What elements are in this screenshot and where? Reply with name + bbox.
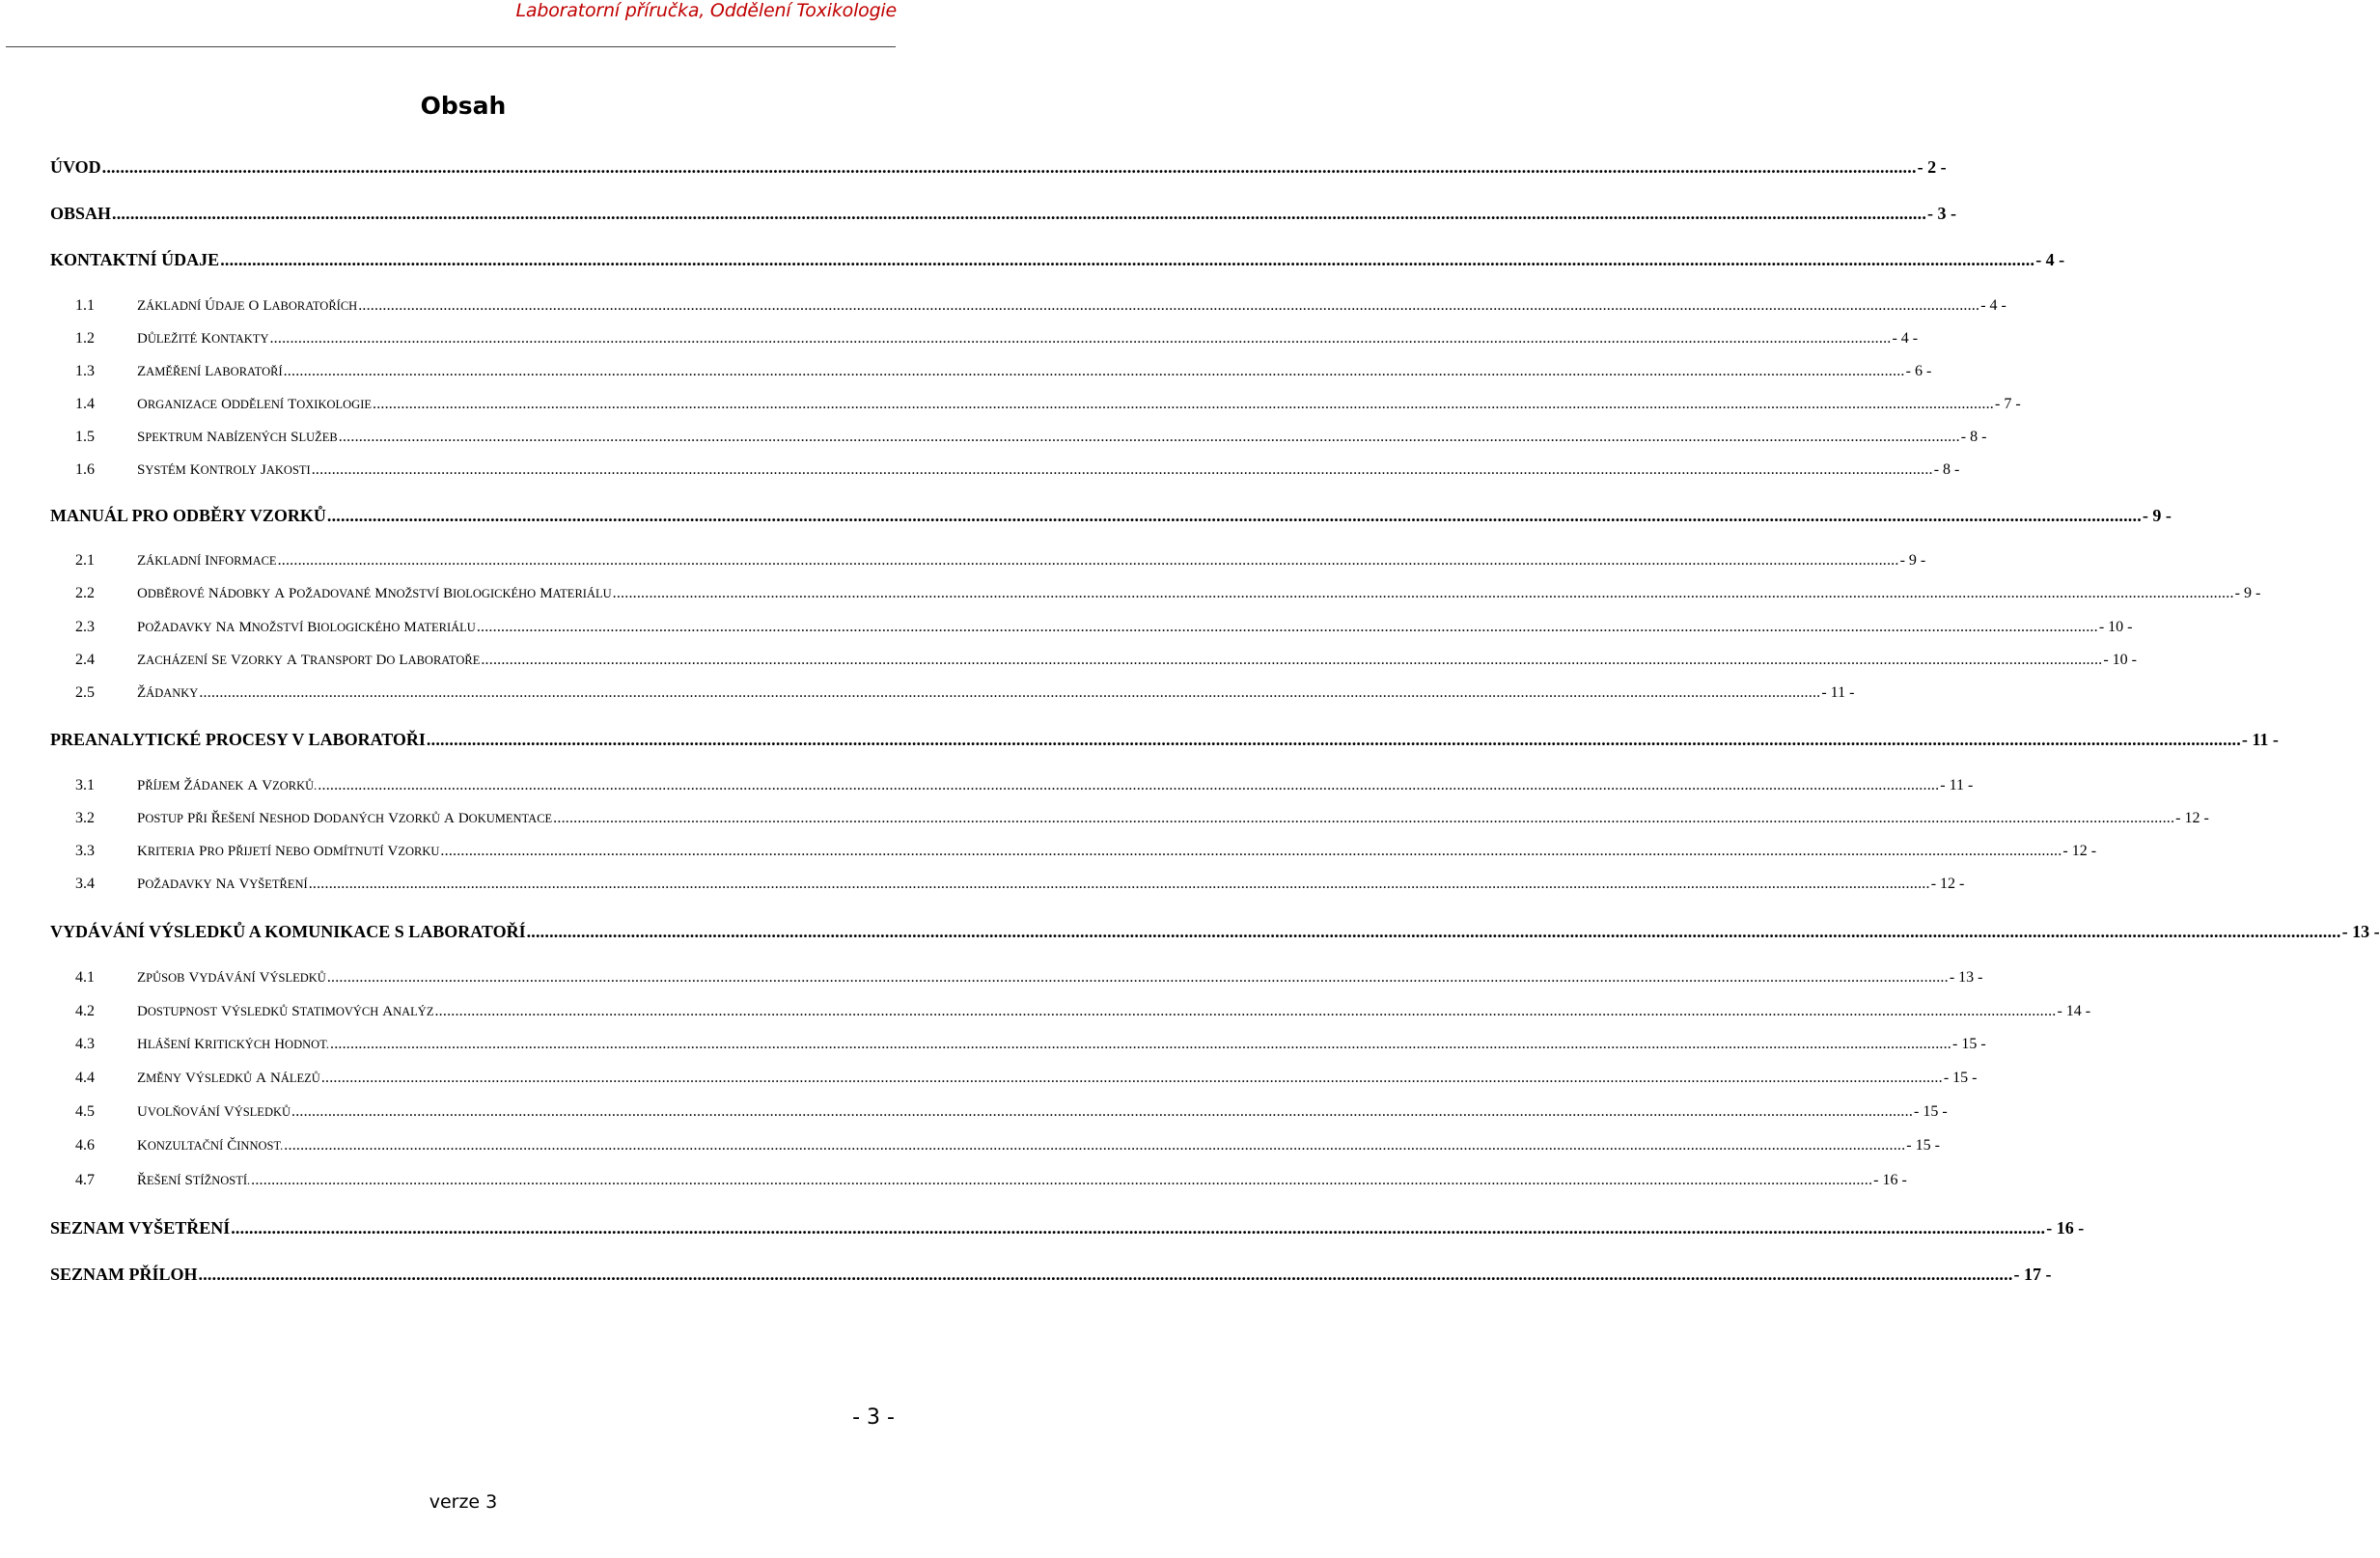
toc-page-number: - 16 - — [2046, 1218, 2085, 1238]
toc-page-number: - 11 - — [2241, 730, 2279, 749]
toc-page-number: - 16 - — [1873, 1172, 1907, 1188]
dot-leader: ................................................................................................................................................................................................................................................................................................................................................................................................................ — [308, 876, 1930, 892]
toc-entry-title: KONZULTAČNÍ ČINNOST. — [137, 1138, 284, 1154]
toc-section-number: 2.2 — [75, 585, 95, 601]
toc-section-number: 1.2 — [75, 330, 95, 347]
toc-section-number: 3.2 — [75, 810, 95, 826]
toc-page-number: - 12 - — [2175, 810, 2209, 826]
dot-leader: ................................................................................................................................................................................................................................................................................................................................................................................................................ — [553, 810, 2175, 826]
toc-chapter-row[interactable] — [50, 250, 2065, 270]
toc-page-number: - 4 - — [1892, 330, 1919, 347]
dot-leader: ................................................................................................................................................................................................................................................................................................................................................................................................................ — [277, 552, 1899, 569]
toc-page-number: - 9 - — [1899, 552, 1926, 569]
toc-chapter-row[interactable] — [50, 1218, 2085, 1238]
toc-page-number: - 12 - — [2062, 843, 2097, 859]
toc-section-row[interactable] — [75, 330, 1919, 348]
toc-section-number: 2.3 — [75, 619, 95, 635]
toc-page-number: - 15 - — [1943, 1070, 1978, 1086]
toc-chapter-row[interactable] — [50, 506, 2172, 526]
toc-section-row[interactable] — [75, 363, 1932, 380]
toc-section-number: 2.4 — [75, 652, 95, 668]
toc-entry-title: ORGANIZACE ODDĚLENÍ TOXIKOLOGIE — [137, 397, 372, 412]
page-number: - 3 - — [852, 1405, 895, 1430]
dot-leader: ................................................................................................................................................................................................................................................................................................................................................................................................................ — [284, 1137, 1906, 1154]
toc-section-number: 2.1 — [75, 552, 95, 569]
dot-leader: ................................................................................................................................................................................................................................................................................................................................................................................................................ — [269, 330, 1892, 347]
toc-page-number: - 3 - — [1927, 204, 1957, 223]
dot-leader: ................................................................................................................................................................................................................................................................................................................................................................................................................ — [338, 429, 1960, 445]
dot-leader: ................................................................................................................................................................................................................................................................................................................................................................................................................ — [101, 157, 1917, 177]
dot-leader: ................................................................................................................................................................................................................................................................................................................................................................................................................ — [426, 730, 2241, 749]
toc-entry-title: DŮLEŽITÉ KONTAKTY — [137, 331, 269, 347]
running-header: Laboratorní příručka, Oddělení Toxikologie — [515, 0, 897, 21]
toc-entry-title: ŘEŠENÍ STÍŽNOSTÍ. — [137, 1173, 251, 1188]
toc-entry-title: SEZNAM VYŠETŘENÍ — [50, 1218, 231, 1238]
toc-chapter-row[interactable] — [50, 730, 2279, 750]
dot-leader: ................................................................................................................................................................................................................................................................................................................................................................................................................ — [326, 969, 1949, 986]
toc-page-number: - 15 - — [1914, 1103, 1948, 1120]
toc-section-row[interactable] — [75, 1172, 1907, 1189]
toc-section-row[interactable] — [75, 1003, 2091, 1020]
toc-section-row[interactable] — [75, 652, 2137, 669]
toc-chapter-row[interactable] — [50, 204, 1957, 224]
toc-section-row[interactable] — [75, 461, 1960, 479]
toc-page-number: - 10 - — [2098, 619, 2133, 635]
toc-entry-title: UVOLŇOVÁNÍ VÝSLEDKŮ — [137, 1104, 291, 1120]
toc-chapter-row[interactable] — [50, 157, 1947, 178]
toc-section-row[interactable] — [75, 777, 1974, 794]
toc-entry-title: PREANALYTICKÉ PROCESY V LABORATOŘI — [50, 730, 426, 749]
toc-page-number: - 6 - — [1905, 363, 1932, 379]
toc-page-number: - 9 - — [2142, 506, 2172, 525]
toc-entry-title: VYDÁVÁNÍ VÝSLEDKŮ A KOMUNIKACE S LABORATOŘÍ — [50, 922, 526, 941]
toc-section-row[interactable] — [75, 969, 1983, 987]
toc-section-row[interactable] — [75, 1070, 1978, 1087]
dot-leader: ................................................................................................................................................................................................................................................................................................................................................................................................................ — [198, 1265, 2013, 1284]
toc-entry-title: SPEKTRUM NABÍZENÝCH SLUŽEB — [137, 430, 338, 445]
toc-section-row[interactable] — [75, 1036, 1986, 1053]
toc-section-row[interactable] — [75, 876, 1965, 893]
toc-page-number: - 13 - — [1949, 969, 1983, 986]
toc-page-number: - 15 - — [1906, 1137, 1940, 1154]
toc-entry-title: POŽADAVKY NA MNOŽSTVÍ BIOLOGICKÉHO MATERIÁLU — [137, 620, 476, 635]
toc-section-number: 3.1 — [75, 777, 95, 793]
toc-section-row[interactable] — [75, 297, 2006, 315]
dot-leader: ................................................................................................................................................................................................................................................................................................................................................................................................................ — [440, 843, 2062, 859]
toc-page-number: - 8 - — [1960, 429, 1987, 445]
dot-leader: ................................................................................................................................................................................................................................................................................................................................................................................................................ — [373, 396, 1994, 412]
toc-section-number: 1.4 — [75, 396, 95, 412]
toc-page-number: - 11 - — [1821, 684, 1855, 701]
toc-chapter-row[interactable] — [50, 922, 2380, 942]
toc-section-number: 3.3 — [75, 843, 95, 859]
toc-entry-title: POSTUP PŘI ŘEŠENÍ NESHOD DODANÝCH VZORKŮ A DOKUMENTACE — [137, 811, 553, 826]
toc-section-number: 4.1 — [75, 969, 95, 986]
dot-leader: ................................................................................................................................................................................................................................................................................................................................................................................................................ — [326, 506, 2142, 525]
dot-leader: ................................................................................................................................................................................................................................................................................................................................................................................................................ — [481, 652, 2103, 668]
dot-leader: ................................................................................................................................................................................................................................................................................................................................................................................................................ — [434, 1003, 2057, 1019]
toc-page-number: - 10 - — [2103, 652, 2137, 668]
toc-section-row[interactable] — [75, 585, 2261, 602]
toc-section-number: 1.6 — [75, 461, 95, 478]
toc-section-row[interactable] — [75, 684, 1855, 702]
dot-leader: ................................................................................................................................................................................................................................................................................................................................................................................................................ — [318, 777, 1940, 793]
toc-entry-title: OBSAH — [50, 204, 112, 223]
toc-entry-title: ZÁKLADNÍ INFORMACE — [137, 553, 277, 569]
toc-page-number: - 17 - — [2013, 1265, 2052, 1284]
dot-leader: ................................................................................................................................................................................................................................................................................................................................................................................................................ — [612, 585, 2234, 601]
toc-page-number: - 4 - — [1980, 297, 2006, 314]
toc-section-row[interactable] — [75, 552, 1926, 570]
toc-entry-title: ZÁKLADNÍ ÚDAJE O LABORATOŘÍCH — [137, 298, 358, 314]
toc-section-row[interactable] — [75, 810, 2209, 827]
dot-leader: ................................................................................................................................................................................................................................................................................................................................................................................................................ — [330, 1036, 1951, 1052]
toc-chapter-row[interactable] — [50, 1265, 2052, 1285]
toc-section-number: 4.5 — [75, 1103, 95, 1120]
dot-leader: ................................................................................................................................................................................................................................................................................................................................................................................................................ — [283, 363, 1905, 379]
toc-section-number: 1.5 — [75, 429, 95, 445]
dot-leader: ................................................................................................................................................................................................................................................................................................................................................................................................................ — [358, 297, 1980, 314]
toc-section-number: 4.3 — [75, 1036, 95, 1052]
toc-page-number: - 14 - — [2057, 1003, 2091, 1019]
toc-entry-title: ŽÁDANKY — [137, 685, 199, 701]
toc-entry-title: ZMĚNY VÝSLEDKŮ A NÁLEZŮ — [137, 1071, 320, 1086]
toc-section-number: 1.3 — [75, 363, 95, 379]
toc-entry-title: ZPŮSOB VYDÁVÁNÍ VÝSLEDKŮ — [137, 970, 326, 986]
toc-entry-title: SEZNAM PŘÍLOH — [50, 1265, 198, 1284]
toc-page-number: - 4 - — [2035, 250, 2065, 269]
dot-leader: ................................................................................................................................................................................................................................................................................................................................................................................................................ — [112, 204, 1927, 223]
toc-page-number: - 15 - — [1952, 1036, 1986, 1052]
toc-section-number: 4.2 — [75, 1003, 95, 1019]
toc-entry-title: SYSTÉM KONTROLY JAKOSTI — [137, 462, 311, 478]
toc-entry-title: MANUÁL PRO ODBĚRY VZORKŮ — [50, 506, 326, 525]
toc-section-row[interactable] — [75, 843, 2097, 860]
toc-section-number: 3.4 — [75, 876, 95, 892]
dot-leader: ................................................................................................................................................................................................................................................................................................................................................................................................................ — [320, 1070, 1943, 1086]
toc-entry-title: KONTAKTNÍ ÚDAJE — [50, 250, 220, 269]
toc-section-row[interactable] — [75, 1137, 1940, 1155]
toc-section-number: 2.5 — [75, 684, 95, 701]
dot-leader: ................................................................................................................................................................................................................................................................................................................................................................................................................ — [311, 461, 1933, 478]
toc-entry-title: KRITERIA PRO PŘIJETÍ NEBO ODMÍTNUTÍ VZORKU — [137, 844, 440, 859]
toc-entry-title: ZACHÁZENÍ SE VZORKY A TRANSPORT DO LABORATOŘE — [137, 653, 481, 668]
toc-section-row[interactable] — [75, 619, 2133, 636]
page-title: Obsah — [420, 92, 507, 120]
toc-page-number: - 11 - — [1940, 777, 1974, 793]
dot-leader: ................................................................................................................................................................................................................................................................................................................................................................................................................ — [251, 1172, 1873, 1188]
toc-entry-title: PŘÍJEM ŽÁDANEK A VZORKŮ. — [137, 778, 318, 793]
header-rule — [6, 46, 896, 47]
toc-entry-title: ÚVOD — [50, 157, 101, 177]
dot-leader: ................................................................................................................................................................................................................................................................................................................................................................................................................ — [220, 250, 2035, 269]
toc-entry-title: ODBĚROVÉ NÁDOBKY A POŽADOVANÉ MNOŽSTVÍ BIOLOGICKÉHO MATERIÁLU — [137, 586, 612, 601]
toc-page-number: - 13 - — [2341, 922, 2380, 941]
toc-page-number: - 8 - — [1933, 461, 1960, 478]
dot-leader: ................................................................................................................................................................................................................................................................................................................................................................................................................ — [476, 619, 2098, 635]
dot-leader: ................................................................................................................................................................................................................................................................................................................................................................................................................ — [526, 922, 2341, 941]
toc-page-number: - 7 - — [1995, 396, 2021, 412]
toc-section-number: 4.7 — [75, 1172, 95, 1188]
toc-section-row[interactable] — [75, 396, 2021, 413]
toc-entry-title: HLÁŠENÍ KRITICKÝCH HODNOT. — [137, 1037, 329, 1052]
toc-entry-title: DOSTUPNOST VÝSLEDKŮ STATIMOVÝCH ANALÝZ — [137, 1004, 434, 1019]
dot-leader: ................................................................................................................................................................................................................................................................................................................................................................................................................ — [199, 684, 1821, 701]
toc-page-number: - 2 - — [1917, 157, 1947, 177]
toc-section-number: 4.6 — [75, 1137, 95, 1154]
toc-section-number: 1.1 — [75, 297, 95, 314]
toc-entry-title: POŽADAVKY NA VYŠETŘENÍ — [137, 876, 308, 892]
toc-page-number: - 12 - — [1930, 876, 1965, 892]
toc-page-number: - 9 - — [2234, 585, 2261, 601]
dot-leader: ................................................................................................................................................................................................................................................................................................................................................................................................................ — [291, 1103, 1914, 1120]
toc-section-number: 4.4 — [75, 1070, 95, 1086]
toc-section-row[interactable] — [75, 429, 1987, 446]
dot-leader: ................................................................................................................................................................................................................................................................................................................................................................................................................ — [231, 1218, 2046, 1238]
version-label: verze 3 — [429, 1491, 498, 1513]
toc-entry-title: ZAMĚŘENÍ LABORATOŘÍ — [137, 364, 283, 379]
toc-section-row[interactable] — [75, 1103, 1948, 1121]
